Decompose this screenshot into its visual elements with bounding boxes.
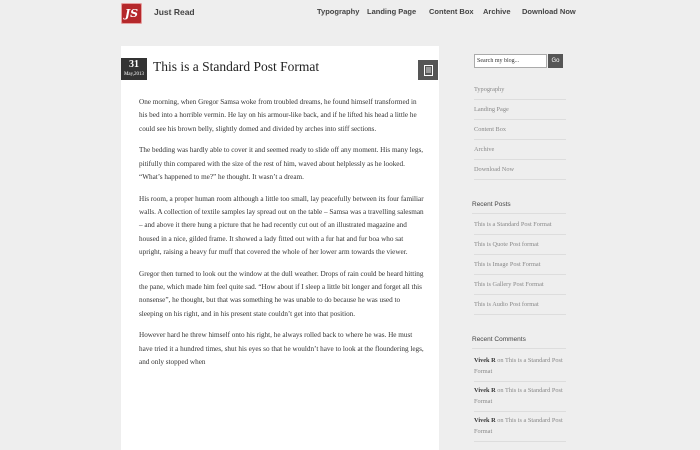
recent-comment xyxy=(474,382,566,412)
recent-posts-list xyxy=(474,215,566,315)
comment-post-link[interactable]: This is a Standard Post Format xyxy=(474,387,563,405)
recent-posts-title: Recent Posts xyxy=(472,201,511,208)
recent-post-link[interactable]: This is a Standard Post Format xyxy=(474,215,566,235)
recent-post-link[interactable]: This is Quote Post format xyxy=(474,235,566,255)
site-title[interactable]: Just Read xyxy=(154,7,195,17)
recent-comments-list xyxy=(474,352,566,442)
comment-author[interactable]: Vivek R xyxy=(474,387,496,394)
sidebar-pages-list xyxy=(474,80,566,180)
divider xyxy=(472,213,566,214)
search-form xyxy=(474,54,563,68)
comment-post-link[interactable]: This is a Standard Post Format xyxy=(474,417,563,435)
nav-item-landing-page[interactable]: Landing Page xyxy=(367,7,417,16)
comment-post-link[interactable]: This is a Standard Post Format xyxy=(474,357,563,375)
sidebar-page-download-now[interactable]: Download Now xyxy=(474,160,566,180)
post-title[interactable]: This is a Standard Post Format xyxy=(153,59,320,74)
post-date-badge xyxy=(121,58,147,80)
sidebar-page-archive[interactable]: Archive xyxy=(474,140,566,160)
sidebar-page-landing-page[interactable]: Landing Page xyxy=(474,100,566,120)
post-paragraph: One morning, when Gregor Samsa woke from troubled dreams, he found himself transformed in his bed into a horrible vermin. He lay on his armour-like back, and if he lifted his head a little he could see his brown belly, slightly domed and divided by arches into stiff sections. xyxy=(139,98,417,133)
post-paragraph: His room, a proper human room although a little too small, lay peacefully between its four familiar walls. A collection of textile samples lay spread out on the table – Samsa was a travelling salesman – and above it there hung a picture that he had recently cut out of an illustrated magazine and housed in a nice, gilded frame. It showed a lady fitted out with a fur hat and fur boa who sat upright, raising a heavy fur muff that covered the whole of her lower arm towards the viewer. xyxy=(139,194,424,256)
recent-post-link[interactable]: This is Audio Post format xyxy=(474,295,566,315)
post-article xyxy=(121,46,439,450)
comment-on-text: on xyxy=(495,357,505,364)
post-date-day: 31 xyxy=(129,59,139,70)
post-paragraph: Gregor then turned to look out the window at the dull weather. Drops of rain could be heard hitting the pane, which made him feel quite sad. “How about if I sleep a little bit longer and forget all this nonsense”, he thought, but that was something he was unable to do because he was used to sleeping on his right, and in his present state couldn’t get into that position. xyxy=(139,269,424,318)
search-go-button[interactable]: Go xyxy=(548,54,563,68)
site-logo[interactable]: JS xyxy=(121,3,142,24)
nav-item-content-box[interactable]: Content Box xyxy=(429,7,474,16)
sidebar-page-typography[interactable]: Typography xyxy=(474,80,566,100)
post-paragraph: However hard he threw himself onto his right, he always rolled back to where he was. He must have tried it a hundred times, shut his eyes so that he wouldn’t have to look at the floundering legs, and only stopped when xyxy=(139,331,424,367)
post-paragraph: The bedding was hardly able to cover it and seemed ready to slide off any moment. His many legs, pitifully thin compared with the size of the rest of him, waved about helplessly as he looked. “What’s happened to me?” he thought. It wasn’t a dream. xyxy=(139,146,424,181)
post-date-month: May,2013 xyxy=(123,72,145,77)
divider xyxy=(472,348,566,349)
comment-on-text: on xyxy=(495,387,505,394)
recent-comment xyxy=(474,352,566,382)
comment-author[interactable]: Vivek R xyxy=(474,417,496,424)
recent-comments-title: Recent Comments xyxy=(472,336,526,343)
nav-item-typography[interactable]: Typography xyxy=(317,7,360,16)
comment-on-text: on xyxy=(495,417,505,424)
site-header xyxy=(0,0,700,28)
recent-post-link[interactable]: This is Gallery Post Format xyxy=(474,275,566,295)
sidebar-page-content-box[interactable]: Content Box xyxy=(474,120,566,140)
nav-item-archive[interactable]: Archive xyxy=(483,7,511,16)
post-content xyxy=(139,96,424,378)
comment-author[interactable]: Vivek R xyxy=(474,357,496,364)
recent-post-link[interactable]: This is Image Post Format xyxy=(474,255,566,275)
nav-item-download-now[interactable]: Download Now xyxy=(522,7,576,16)
recent-comment xyxy=(474,412,566,442)
main-nav xyxy=(0,7,700,19)
search-input[interactable] xyxy=(474,54,547,68)
document-icon xyxy=(418,60,438,80)
